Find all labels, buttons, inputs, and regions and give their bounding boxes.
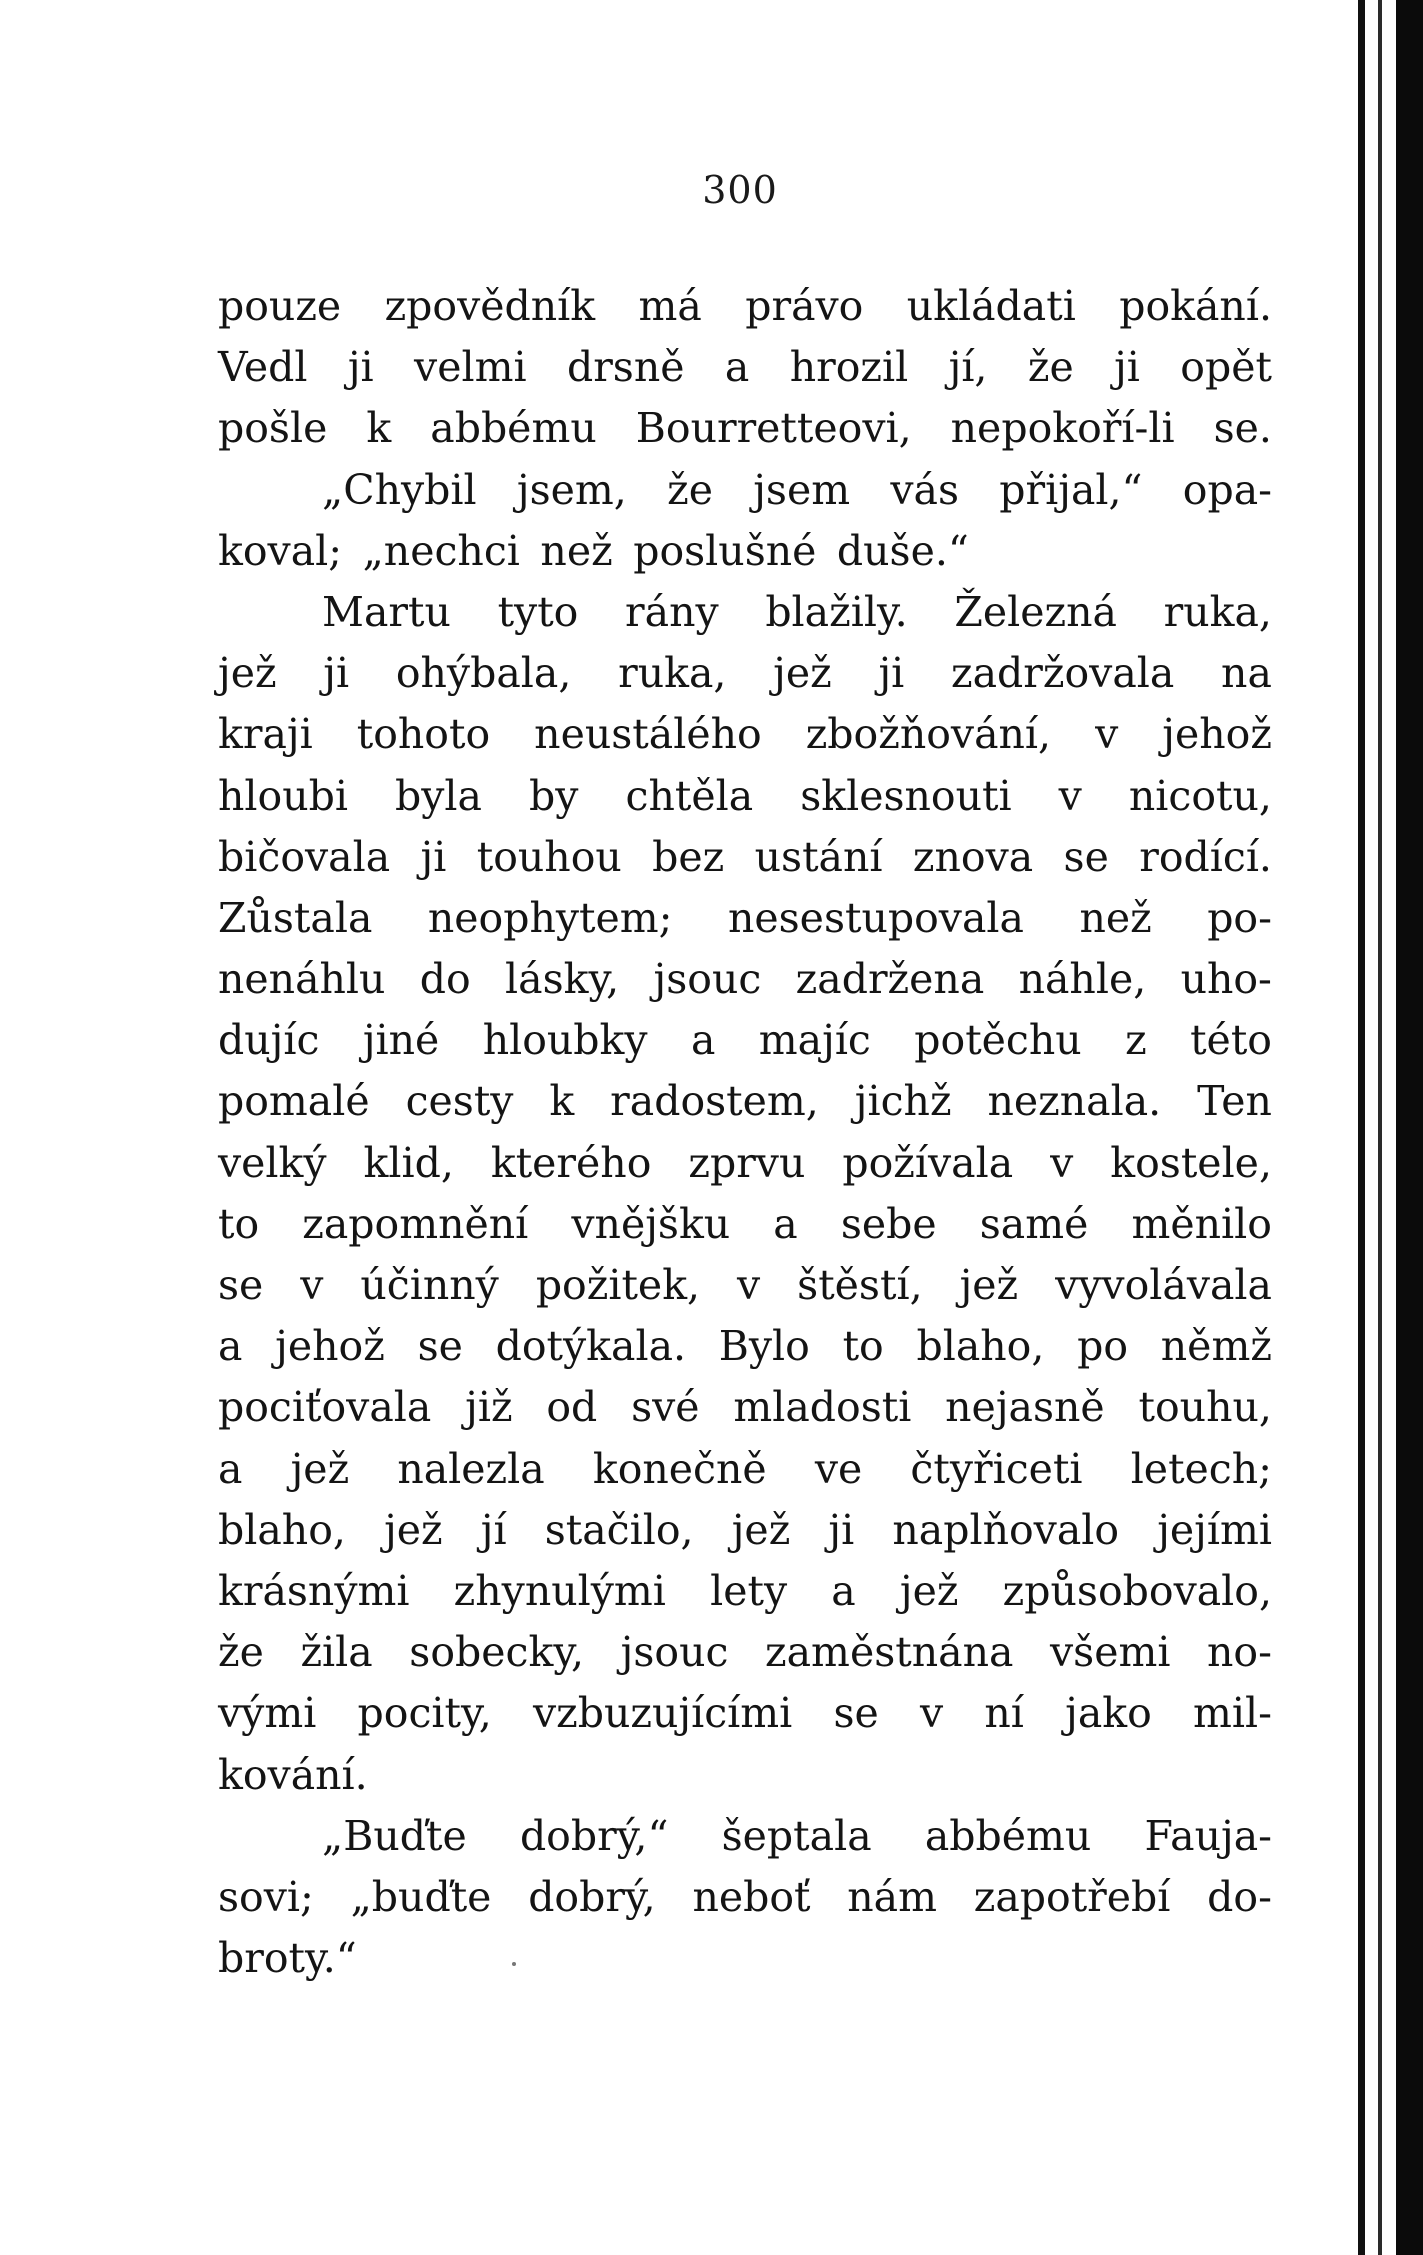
word: ve <box>814 1444 863 1493</box>
word: blaho, <box>916 1322 1045 1371</box>
word: jiné <box>362 1016 440 1065</box>
word: zaměstnána <box>765 1628 1014 1677</box>
word: koval; <box>218 526 343 575</box>
word: že <box>667 465 713 514</box>
word: němž <box>1160 1322 1272 1371</box>
word: do <box>419 955 471 1004</box>
word: cesty <box>405 1077 514 1126</box>
word: ukládati <box>906 282 1076 330</box>
word: neophytem; <box>427 893 673 942</box>
text-line <box>218 1377 1272 1438</box>
word: k <box>366 404 392 453</box>
word: má <box>638 282 702 330</box>
word: pošle <box>218 404 328 453</box>
word: Fauja- <box>1144 1811 1272 1860</box>
word: sklesnouti <box>800 771 1012 820</box>
word: neboť <box>692 1872 811 1921</box>
binding-shadow <box>1358 0 1365 2255</box>
word: pocity, <box>357 1689 492 1738</box>
word: pokání. <box>1119 282 1272 330</box>
word: potěchu <box>914 1016 1082 1065</box>
word: od <box>546 1383 598 1432</box>
word: vzbuzujícími <box>532 1689 793 1738</box>
word: a <box>218 1444 243 1493</box>
word: právo <box>745 282 864 330</box>
word: letech; <box>1130 1444 1272 1493</box>
word: a <box>690 1016 716 1065</box>
word: jsouc <box>653 955 762 1004</box>
word: než <box>1079 893 1152 942</box>
text-line <box>218 1255 1272 1316</box>
word: jež <box>731 1505 791 1554</box>
word: Bylo <box>718 1322 810 1371</box>
word: Ten <box>1197 1077 1272 1126</box>
word: radostem, <box>610 1077 819 1126</box>
word: k <box>549 1077 575 1126</box>
word: pociťovala <box>218 1383 432 1432</box>
word: nesestupovala <box>727 893 1024 942</box>
word: po <box>1077 1322 1129 1371</box>
word: vnějšku <box>571 1199 731 1248</box>
word: mladosti <box>733 1383 912 1432</box>
text-line <box>218 704 1272 765</box>
word: tohoto <box>356 710 491 759</box>
word: nalezla <box>397 1444 545 1493</box>
word: v <box>1058 771 1082 820</box>
word: to <box>842 1322 884 1371</box>
word: velmi <box>414 343 527 392</box>
word: zprvu <box>688 1138 806 1187</box>
word: neznala. <box>987 1077 1162 1126</box>
word: měnilo <box>1131 1199 1272 1248</box>
text-line <box>218 1500 1272 1561</box>
text-line <box>218 643 1272 704</box>
word: kraji <box>218 710 313 759</box>
word: zadržena <box>795 955 985 1004</box>
word: ní <box>984 1689 1024 1738</box>
word: požitek, <box>535 1261 701 1309</box>
word: Zůstala <box>218 893 373 942</box>
word: a <box>724 343 750 392</box>
word: a <box>831 1566 856 1615</box>
word: jsem <box>753 465 851 514</box>
word: již <box>465 1383 513 1432</box>
text-line <box>218 1071 1272 1132</box>
word: v <box>1095 710 1119 759</box>
text-line <box>218 1928 1272 1989</box>
word: jehož <box>1162 710 1272 759</box>
word: ji <box>828 1505 855 1554</box>
word: duše.“ <box>836 526 969 575</box>
word: ji <box>420 832 447 881</box>
word: se <box>218 1261 264 1309</box>
text-line <box>218 1439 1272 1500</box>
body-text <box>218 276 1272 1989</box>
word: broty.“ <box>218 1934 357 1983</box>
word: krásnými <box>218 1566 410 1615</box>
word: Železná <box>954 587 1117 636</box>
text-line <box>218 1561 1272 1622</box>
text-line <box>218 1194 1272 1255</box>
word: mil- <box>1193 1689 1272 1738</box>
text-line <box>218 460 1272 521</box>
word: v <box>1050 1138 1074 1187</box>
word: sebe <box>840 1199 937 1248</box>
word: se <box>1063 832 1109 881</box>
word: jichž <box>854 1077 952 1126</box>
word: bičovala <box>218 832 391 881</box>
word: vás <box>890 465 960 514</box>
word: vými <box>218 1689 317 1738</box>
word: že <box>218 1628 264 1677</box>
binding-shadow <box>1378 0 1382 2255</box>
word: čtyřiceti <box>910 1444 1083 1493</box>
word: jež <box>899 1566 959 1615</box>
word: ji <box>323 649 350 698</box>
word: „Buďte <box>322 1811 467 1860</box>
word: po- <box>1207 893 1272 942</box>
word: velký <box>218 1138 327 1187</box>
text-line <box>218 398 1272 459</box>
word: dujíc <box>218 1016 320 1065</box>
word: ruka, <box>618 649 727 698</box>
word: jež <box>218 649 277 698</box>
word: kostele, <box>1110 1138 1272 1187</box>
word: v <box>737 1261 761 1309</box>
text-line <box>218 1683 1272 1744</box>
word: než <box>540 526 613 575</box>
word: jí <box>480 1505 507 1554</box>
word: sobecky, <box>409 1628 585 1677</box>
word: v <box>920 1689 944 1738</box>
word: to <box>218 1199 260 1248</box>
word: dobrý,“ <box>519 1811 669 1860</box>
text-line <box>218 1316 1272 1377</box>
word: stačilo, <box>544 1505 694 1554</box>
word: ji <box>1114 343 1140 392</box>
word: hloubky <box>482 1016 648 1065</box>
word: hrozil <box>789 343 909 392</box>
text-line <box>218 1622 1272 1683</box>
word: zapotřebí <box>973 1872 1171 1921</box>
word: tyto <box>497 587 579 636</box>
word: se. <box>1213 404 1272 453</box>
text-line <box>218 1133 1272 1194</box>
paper-speck <box>512 1962 516 1966</box>
word: rány <box>625 587 719 636</box>
word: „Chybil <box>322 465 477 514</box>
word: abbému <box>430 404 597 453</box>
word: se <box>417 1322 463 1371</box>
word: jež <box>773 649 832 698</box>
word: lety <box>710 1566 788 1615</box>
word: majíc <box>758 1016 871 1065</box>
word: rodící. <box>1139 832 1272 881</box>
word: náhle, <box>1018 955 1147 1004</box>
word: z <box>1125 1016 1147 1065</box>
word: chtěla <box>625 771 754 820</box>
word: Martu <box>322 587 451 636</box>
word: jež <box>384 1505 443 1554</box>
word: ji <box>347 343 374 392</box>
text-line <box>218 582 1272 643</box>
word: naplňovalo <box>892 1505 1120 1554</box>
binding-shadow <box>1396 0 1423 2255</box>
word: opa- <box>1182 465 1272 514</box>
word: způsobovalo, <box>1002 1566 1272 1615</box>
word: zpovědník <box>384 282 596 330</box>
word: drsně <box>566 343 685 392</box>
word: nepokoří-li <box>950 404 1175 453</box>
word: dobrý, <box>528 1872 656 1921</box>
word: pomalé <box>218 1077 370 1126</box>
word: Vedl <box>218 343 308 392</box>
word: blažily. <box>765 587 908 636</box>
word: no- <box>1207 1628 1272 1677</box>
word: jsem, <box>516 465 627 514</box>
word: Bourretteovi, <box>635 404 912 453</box>
word: nám <box>847 1872 937 1921</box>
word: uho- <box>1180 955 1272 1004</box>
word: touhu, <box>1138 1383 1272 1432</box>
word: byla <box>395 771 482 820</box>
word: své <box>631 1383 700 1432</box>
word: do- <box>1207 1872 1272 1921</box>
word: účinný <box>360 1261 499 1309</box>
page-number: 300 <box>702 168 778 212</box>
word: zbožňování, <box>805 710 1052 759</box>
word: klid, <box>363 1138 454 1187</box>
word: v <box>300 1261 324 1309</box>
word: jež <box>959 1261 1019 1309</box>
word: a <box>773 1199 798 1248</box>
text-line <box>218 949 1272 1010</box>
word: této <box>1190 1016 1272 1065</box>
word: jí, <box>948 343 988 392</box>
word: bez <box>652 832 725 881</box>
word: ohýbala, <box>395 649 572 698</box>
word: dotýkala. <box>495 1322 687 1371</box>
word: blaho, <box>218 1505 346 1554</box>
word: šeptala <box>721 1811 872 1860</box>
word: žila <box>300 1628 373 1677</box>
word: by <box>529 771 579 820</box>
word: samé <box>979 1199 1089 1248</box>
word: poslušné <box>633 526 817 575</box>
text-line <box>218 888 1272 949</box>
word: opět <box>1180 343 1272 392</box>
text-line <box>218 1806 1272 1867</box>
word: abbému <box>924 1811 1092 1860</box>
word: se <box>833 1689 879 1738</box>
word: hloubi <box>218 771 348 820</box>
word: „buďte <box>350 1872 492 1921</box>
word: na <box>1221 649 1272 698</box>
word: ustání <box>754 832 883 881</box>
word: nenáhlu <box>218 955 386 1004</box>
text-line <box>218 276 1272 337</box>
text-line <box>218 1745 1272 1806</box>
word: jehož <box>275 1322 385 1371</box>
word: lásky, <box>505 955 620 1004</box>
word: požívala <box>842 1138 1014 1187</box>
word: kování. <box>218 1750 368 1799</box>
word: konečně <box>592 1444 767 1493</box>
word: jako <box>1065 1689 1152 1738</box>
word: pouze <box>218 282 342 330</box>
word: znova <box>912 832 1034 881</box>
text-line <box>218 337 1272 398</box>
word: jež <box>290 1444 350 1493</box>
word: že <box>1027 343 1074 392</box>
text-line <box>218 766 1272 827</box>
word: a <box>218 1322 243 1371</box>
word: ruka, <box>1163 587 1272 636</box>
word: zhynulými <box>453 1566 666 1615</box>
word: „nechci <box>362 526 520 575</box>
word: zapomnění <box>302 1199 529 1248</box>
word: vyvolávala <box>1055 1261 1272 1309</box>
word: jsouc <box>620 1628 729 1677</box>
word: kterého <box>490 1138 652 1187</box>
word: všemi <box>1049 1628 1171 1677</box>
word: neustálého <box>534 710 762 759</box>
word: přijal,“ <box>999 465 1143 514</box>
text-line <box>218 1867 1272 1928</box>
text-line <box>218 827 1272 888</box>
word: jejími <box>1157 1505 1272 1554</box>
word: štěstí, <box>797 1261 923 1309</box>
word: nejasně <box>945 1383 1105 1432</box>
word: ji <box>878 649 905 698</box>
text-line <box>218 1010 1272 1071</box>
word: touhou <box>476 832 622 881</box>
word: nicotu, <box>1128 771 1272 820</box>
text-line <box>218 521 1272 582</box>
word: zadržovala <box>950 649 1175 698</box>
word: sovi; <box>218 1872 314 1921</box>
